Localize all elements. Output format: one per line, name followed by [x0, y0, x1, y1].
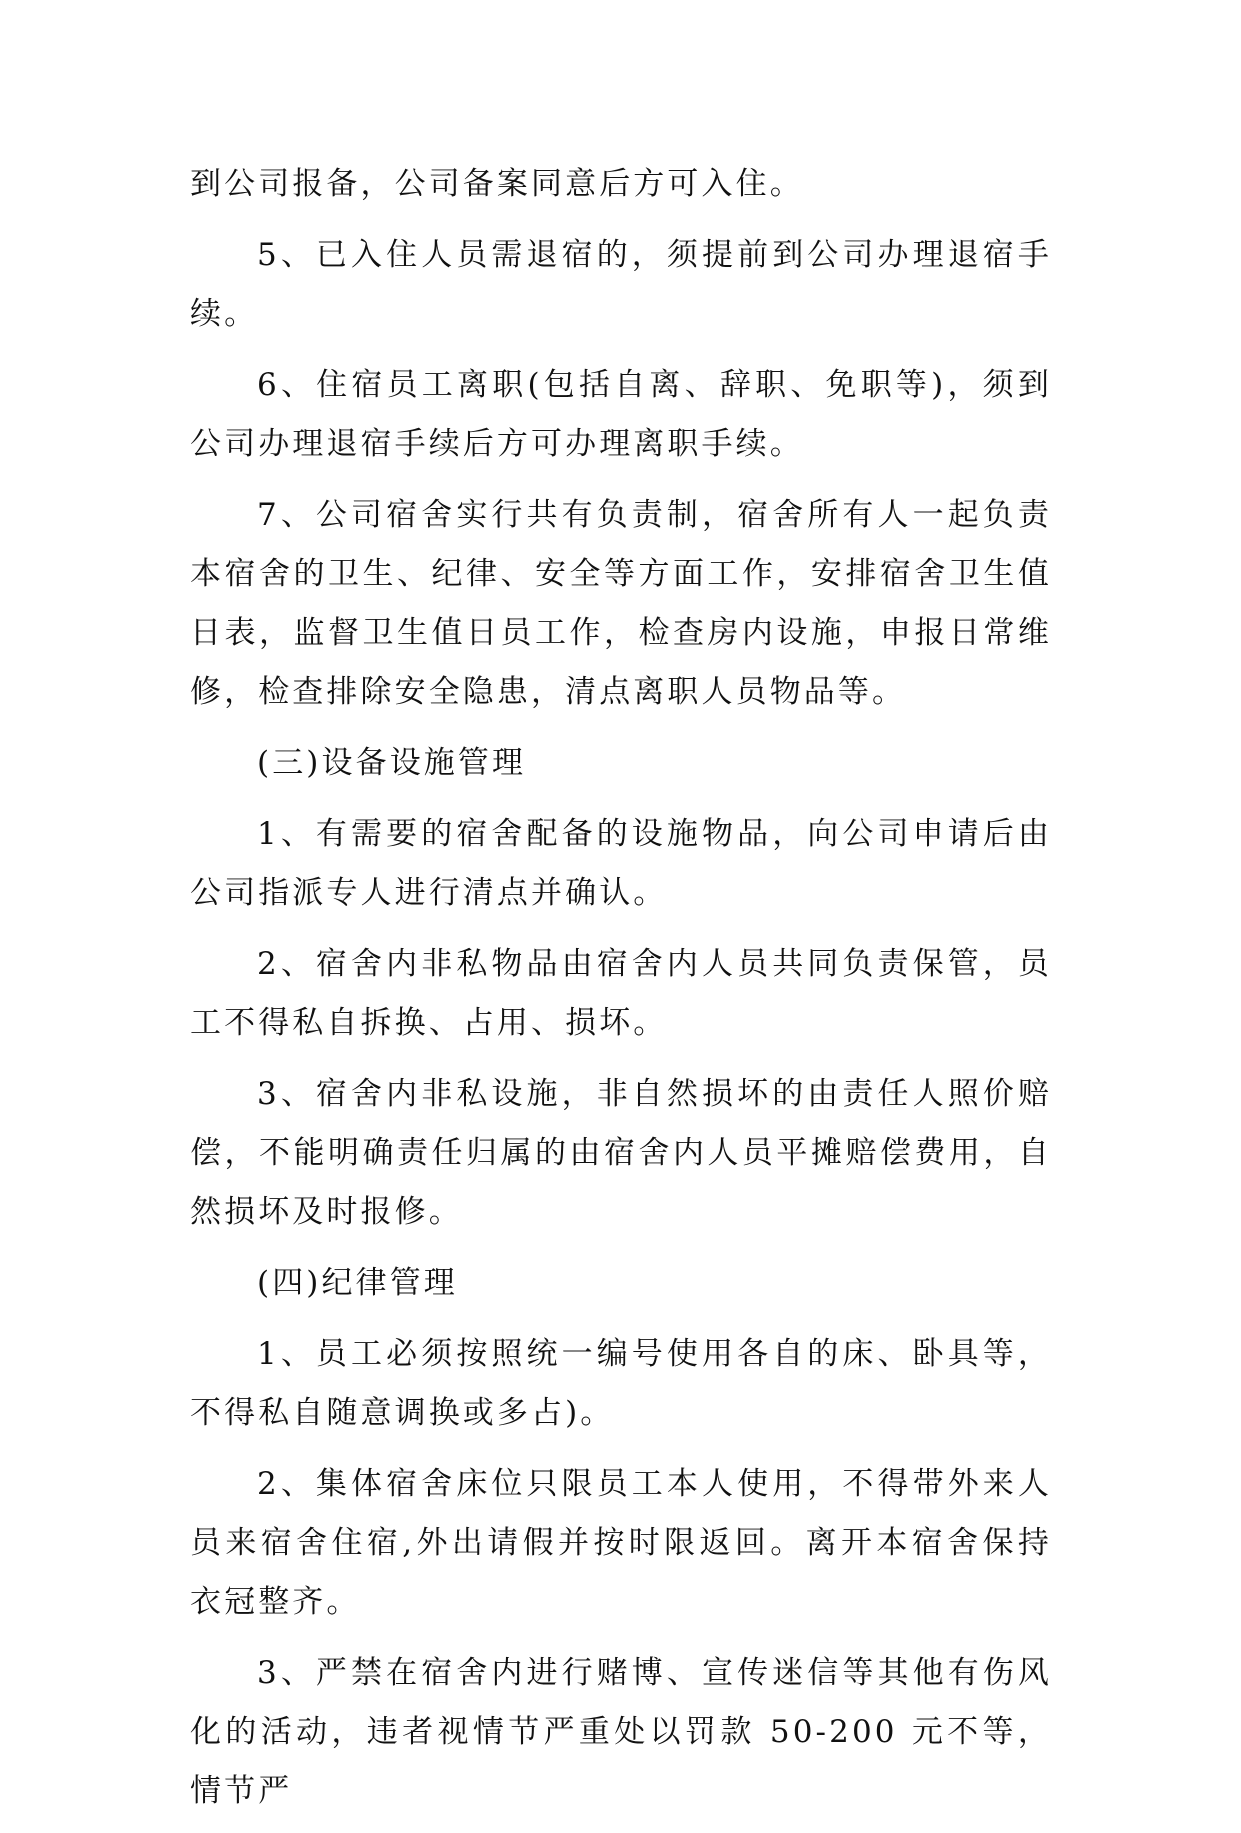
paragraph-equipment-1: 1、有需要的宿舍配备的设施物品，向公司申请后由公司指派专人进行清点并确认。	[190, 816, 1052, 911]
document-body	[190, 155, 1052, 1833]
paragraph-item-5: 5、已入住人员需退宿的，须提前到公司办理退宿手续。	[190, 237, 1052, 332]
paragraph-equipment-3: 3、宿舍内非私设施，非自然损坏的由责任人照价赔偿，不能明确责任归属的由宿舍内人员平摊赔偿费用，自然损坏及时报修。	[190, 1076, 1052, 1230]
paragraph-equipment-2: 2、宿舍内非私物品由宿舍内人员共同负责保管，员工不得私自拆换、占用、损坏。	[190, 946, 1052, 1041]
paragraph-discipline-2: 2、集体宿舍床位只限员工本人使用，不得带外来人员来宿舍住宿,外出请假并按时限返回。离开本宿舍保持衣冠整齐。	[190, 1466, 1052, 1620]
section-heading-discipline: (四)纪律管理	[257, 1265, 458, 1301]
section-heading-equipment: (三)设备设施管理	[257, 745, 527, 781]
paragraph-discipline-1: 1、员工必须按照统一编号使用各自的床、卧具等，不得私自随意调换或多占)。	[190, 1336, 1052, 1431]
paragraph-discipline-3: 3、严禁在宿舍内进行赌博、宣传迷信等其他有伤风化的活动，违者视情节严重处以罚款 50-200 元不等，情节严	[190, 1655, 1052, 1809]
paragraph-item-6: 6、住宿员工离职(包括自离、辞职、免职等)，须到公司办理退宿手续后方可办理离职手续。	[190, 367, 1052, 462]
paragraph-continuation: 到公司报备，公司备案同意后方可入住。	[190, 166, 804, 202]
paragraph-item-7: 7、公司宿舍实行共有负责制，宿舍所有人一起负责本宿舍的卫生、纪律、安全等方面工作，安排宿舍卫生值日表，监督卫生值日员工作，检查房内设施，申报日常维修，检查排除安全隐患，清点离职人员物品等。	[190, 497, 1052, 710]
